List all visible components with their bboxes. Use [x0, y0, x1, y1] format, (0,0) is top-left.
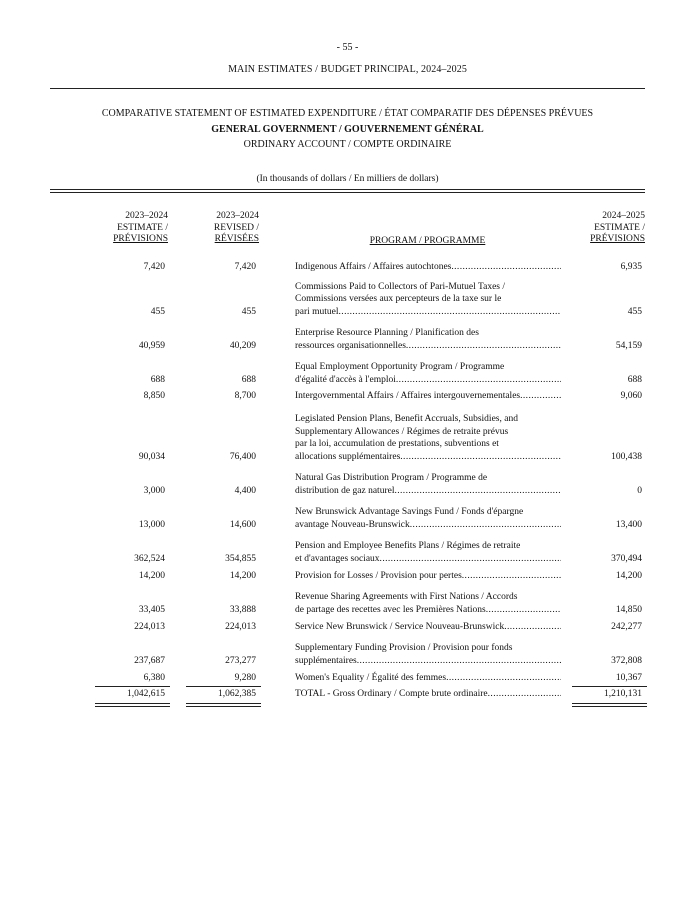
department-title: GENERAL GOVERNMENT / GOUVERNEMENT GÉNÉRAL	[211, 124, 484, 135]
total-double-rule	[572, 706, 647, 707]
estimate-2024-cell: 14,200	[615, 570, 642, 581]
table-row	[0, 390, 695, 403]
dot-leader	[357, 655, 561, 668]
column-header-estimate-2024: 2024–2025 ESTIMATE / PRÉVISIONS	[590, 211, 645, 244]
revised-2023-cell: 14,200	[229, 570, 256, 581]
revised-2023-cell: 688	[241, 374, 256, 385]
subtotal-rule	[572, 686, 647, 687]
program-cell	[295, 506, 561, 531]
program-cell	[295, 327, 561, 352]
revised-2023-cell: 33,888	[229, 604, 256, 615]
total-double-rule	[186, 706, 261, 707]
table-row	[0, 672, 695, 685]
table-row	[0, 621, 695, 634]
dot-leader	[339, 306, 561, 319]
revised-2023-cell: 273,277	[225, 655, 256, 666]
program-text-line: Supplementary Funding Provision / Provision pour fonds	[295, 643, 513, 653]
table-row	[0, 281, 695, 319]
table-row	[0, 506, 695, 531]
program-cell	[295, 621, 561, 634]
estimate-2024-cell: 9,060	[620, 390, 642, 401]
program-cell	[295, 413, 561, 463]
total-double-rule	[95, 703, 170, 704]
program-cell	[295, 672, 561, 685]
dot-leader	[400, 451, 561, 464]
table-row	[0, 472, 695, 497]
program-cell	[295, 591, 561, 616]
revised-2023-cell: 4,400	[234, 485, 256, 496]
program-text-line: de partage des recettes avec les Premières Nations	[295, 604, 486, 615]
program-text-line: Legislated Pension Plans, Benefit Accruals, Subsidies, and	[295, 414, 518, 424]
table-row	[0, 361, 695, 386]
estimate-2024-cell: 242,277	[611, 621, 642, 632]
total-estimate-2024: 1,210,131	[604, 688, 642, 699]
program-text-line: supplémentaires	[295, 655, 357, 666]
estimate-2024-cell: 10,367	[615, 672, 642, 683]
dot-leader	[394, 485, 561, 498]
revised-2023-cell: 7,420	[234, 261, 256, 272]
dot-leader	[520, 390, 561, 403]
estimate-2023-cell: 8,850	[143, 390, 165, 401]
estimate-2023-cell: 455	[150, 306, 165, 317]
table-row	[0, 327, 695, 352]
dot-leader	[410, 519, 561, 532]
dot-leader	[396, 374, 561, 387]
program-text-line: Enterprise Resource Planning / Planification des	[295, 328, 479, 338]
total-double-rule	[572, 703, 647, 704]
estimate-2023-cell: 237,687	[134, 655, 165, 666]
estimate-2023-cell: 13,000	[138, 519, 165, 530]
units-note: (In thousands of dollars / En milliers de dollars)	[256, 174, 439, 184]
program-text-line: Indigenous Affairs / Affaires autochtones	[295, 261, 452, 272]
statement-title: COMPARATIVE STATEMENT OF ESTIMATED EXPENDITURE / ÉTAT COMPARATIF DES DÉPENSES PRÉVUES	[101, 108, 594, 119]
estimate-2024-cell: 0	[637, 485, 642, 496]
estimate-2024-cell: 14,850	[615, 604, 642, 615]
estimate-2023-cell: 688	[150, 374, 165, 385]
table-row	[0, 261, 695, 274]
dot-leader	[380, 553, 561, 566]
program-text-line: Commissions versées aux percepteurs de la taxe sur le	[295, 294, 502, 304]
program-text-line: d'égalité d'accès à l'emploi	[295, 374, 396, 385]
estimate-2024-cell: 13,400	[615, 519, 642, 530]
total-row	[0, 688, 695, 701]
estimate-2023-cell: 3,000	[143, 485, 165, 496]
estimate-2023-cell: 90,034	[138, 451, 165, 462]
program-text-line: New Brunswick Advantage Savings Fund / Fonds d'épargne	[295, 507, 524, 517]
estimate-2024-cell: 372,808	[611, 655, 642, 666]
column-header-program: PROGRAM / PROGRAMME	[369, 236, 486, 246]
estimate-2023-cell: 33,405	[138, 604, 165, 615]
subtotal-rule	[95, 686, 170, 687]
program-cell	[295, 390, 561, 403]
estimate-2024-cell: 54,159	[615, 340, 642, 351]
total-double-rule	[95, 706, 170, 707]
table-row	[0, 642, 695, 667]
program-cell	[295, 361, 561, 386]
program-text-line: Supplementary Allowances / Régimes de retraite prévus	[295, 426, 509, 437]
dot-leader	[504, 621, 561, 634]
estimate-2024-cell: 688	[627, 374, 642, 385]
program-text-line: avantage Nouveau-Brunswick	[295, 519, 410, 530]
dot-leader	[462, 570, 561, 583]
program-cell	[295, 540, 561, 565]
table-row	[0, 591, 695, 616]
program-text-line: distribution de gaz naturel	[295, 485, 395, 496]
program-text-line: allocations supplémentaires	[295, 451, 401, 462]
program-text-line: Service New Brunswick / Service Nouveau-Brunswick	[295, 621, 505, 632]
account-title: ORDINARY ACCOUNT / COMPTE ORDINAIRE	[243, 139, 452, 150]
dot-leader	[451, 261, 561, 274]
estimate-2023-cell: 14,200	[138, 570, 165, 581]
table-row	[0, 540, 695, 565]
revised-2023-cell: 354,855	[225, 553, 256, 564]
header-rule-2	[50, 192, 645, 193]
subtotal-rule	[186, 686, 261, 687]
program-text-line: par la loi, accumulation de prestations, subventions et	[295, 439, 499, 449]
top-rule	[50, 88, 645, 89]
program-text-line: Commissions Paid to Collectors of Pari-Mutuel Taxes /	[295, 281, 505, 292]
revised-2023-cell: 9,280	[234, 672, 256, 683]
column-header-estimate-2023: 2023–2024 ESTIMATE / PRÉVISIONS	[113, 211, 168, 244]
dot-leader	[406, 340, 561, 353]
running-title: MAIN ESTIMATES / BUDGET PRINCIPAL, 2024–2025	[228, 64, 467, 75]
estimate-2023-cell: 40,959	[138, 340, 165, 351]
estimate-2024-cell: 455	[627, 306, 642, 317]
program-text-line: ressources organisationnelles	[295, 340, 406, 351]
estimate-2023-cell: 362,524	[134, 553, 165, 564]
program-cell	[295, 281, 561, 319]
total-estimate-2023: 1,042,615	[127, 688, 165, 699]
program-cell	[295, 642, 561, 667]
dot-leader	[486, 604, 561, 617]
program-cell	[295, 261, 561, 274]
program-text-line: Equal Employment Opportunity Program / Programme	[295, 362, 505, 372]
total-label: TOTAL - Gross Ordinary / Compte brute ordinaire .....	[295, 688, 561, 701]
revised-2023-cell: 40,209	[229, 340, 256, 351]
estimate-2023-cell: 7,420	[143, 261, 165, 272]
program-text-line: Pension and Employee Benefits Plans / Régimes de retraite	[295, 541, 521, 551]
estimate-2024-cell: 370,494	[611, 553, 642, 564]
total-double-rule	[186, 703, 261, 704]
revised-2023-cell: 76,400	[229, 451, 256, 462]
estimate-2023-cell: 224,013	[134, 621, 165, 632]
revised-2023-cell: 8,700	[234, 390, 256, 401]
table-row	[0, 413, 695, 463]
dot-leader	[446, 672, 561, 685]
table-row	[0, 570, 695, 583]
total-revised-2023: 1,062,385	[218, 688, 256, 699]
estimate-2024-cell: 100,438	[611, 451, 642, 462]
estimate-2024-cell: 6,935	[620, 261, 642, 272]
program-cell	[295, 570, 561, 583]
header-rule	[50, 189, 645, 190]
program-text-line: Intergovernmental Affairs / Affaires intergouvernementales	[295, 390, 521, 401]
program-text-line: Provision for Losses / Provision pour pertes	[295, 570, 462, 581]
page-number: - 55 -	[336, 42, 359, 53]
program-text-line: Revenue Sharing Agreements with First Nations / Accords	[295, 592, 518, 602]
column-header-revised-2023: 2023–2024 REVISED / RÉVISÉES	[213, 211, 259, 244]
program-text-line: pari mutuel	[295, 306, 339, 317]
estimate-2023-cell: 6,380	[143, 672, 165, 683]
program-text-line: Natural Gas Distribution Program / Programme de	[295, 473, 488, 483]
program-text-line: Women's Equality / Égalité des femmes	[295, 672, 447, 683]
program-text-line: et d'avantages sociaux	[295, 553, 380, 564]
revised-2023-cell: 224,013	[225, 621, 256, 632]
revised-2023-cell: 455	[241, 306, 256, 317]
program-cell	[295, 472, 561, 497]
revised-2023-cell: 14,600	[229, 519, 256, 530]
